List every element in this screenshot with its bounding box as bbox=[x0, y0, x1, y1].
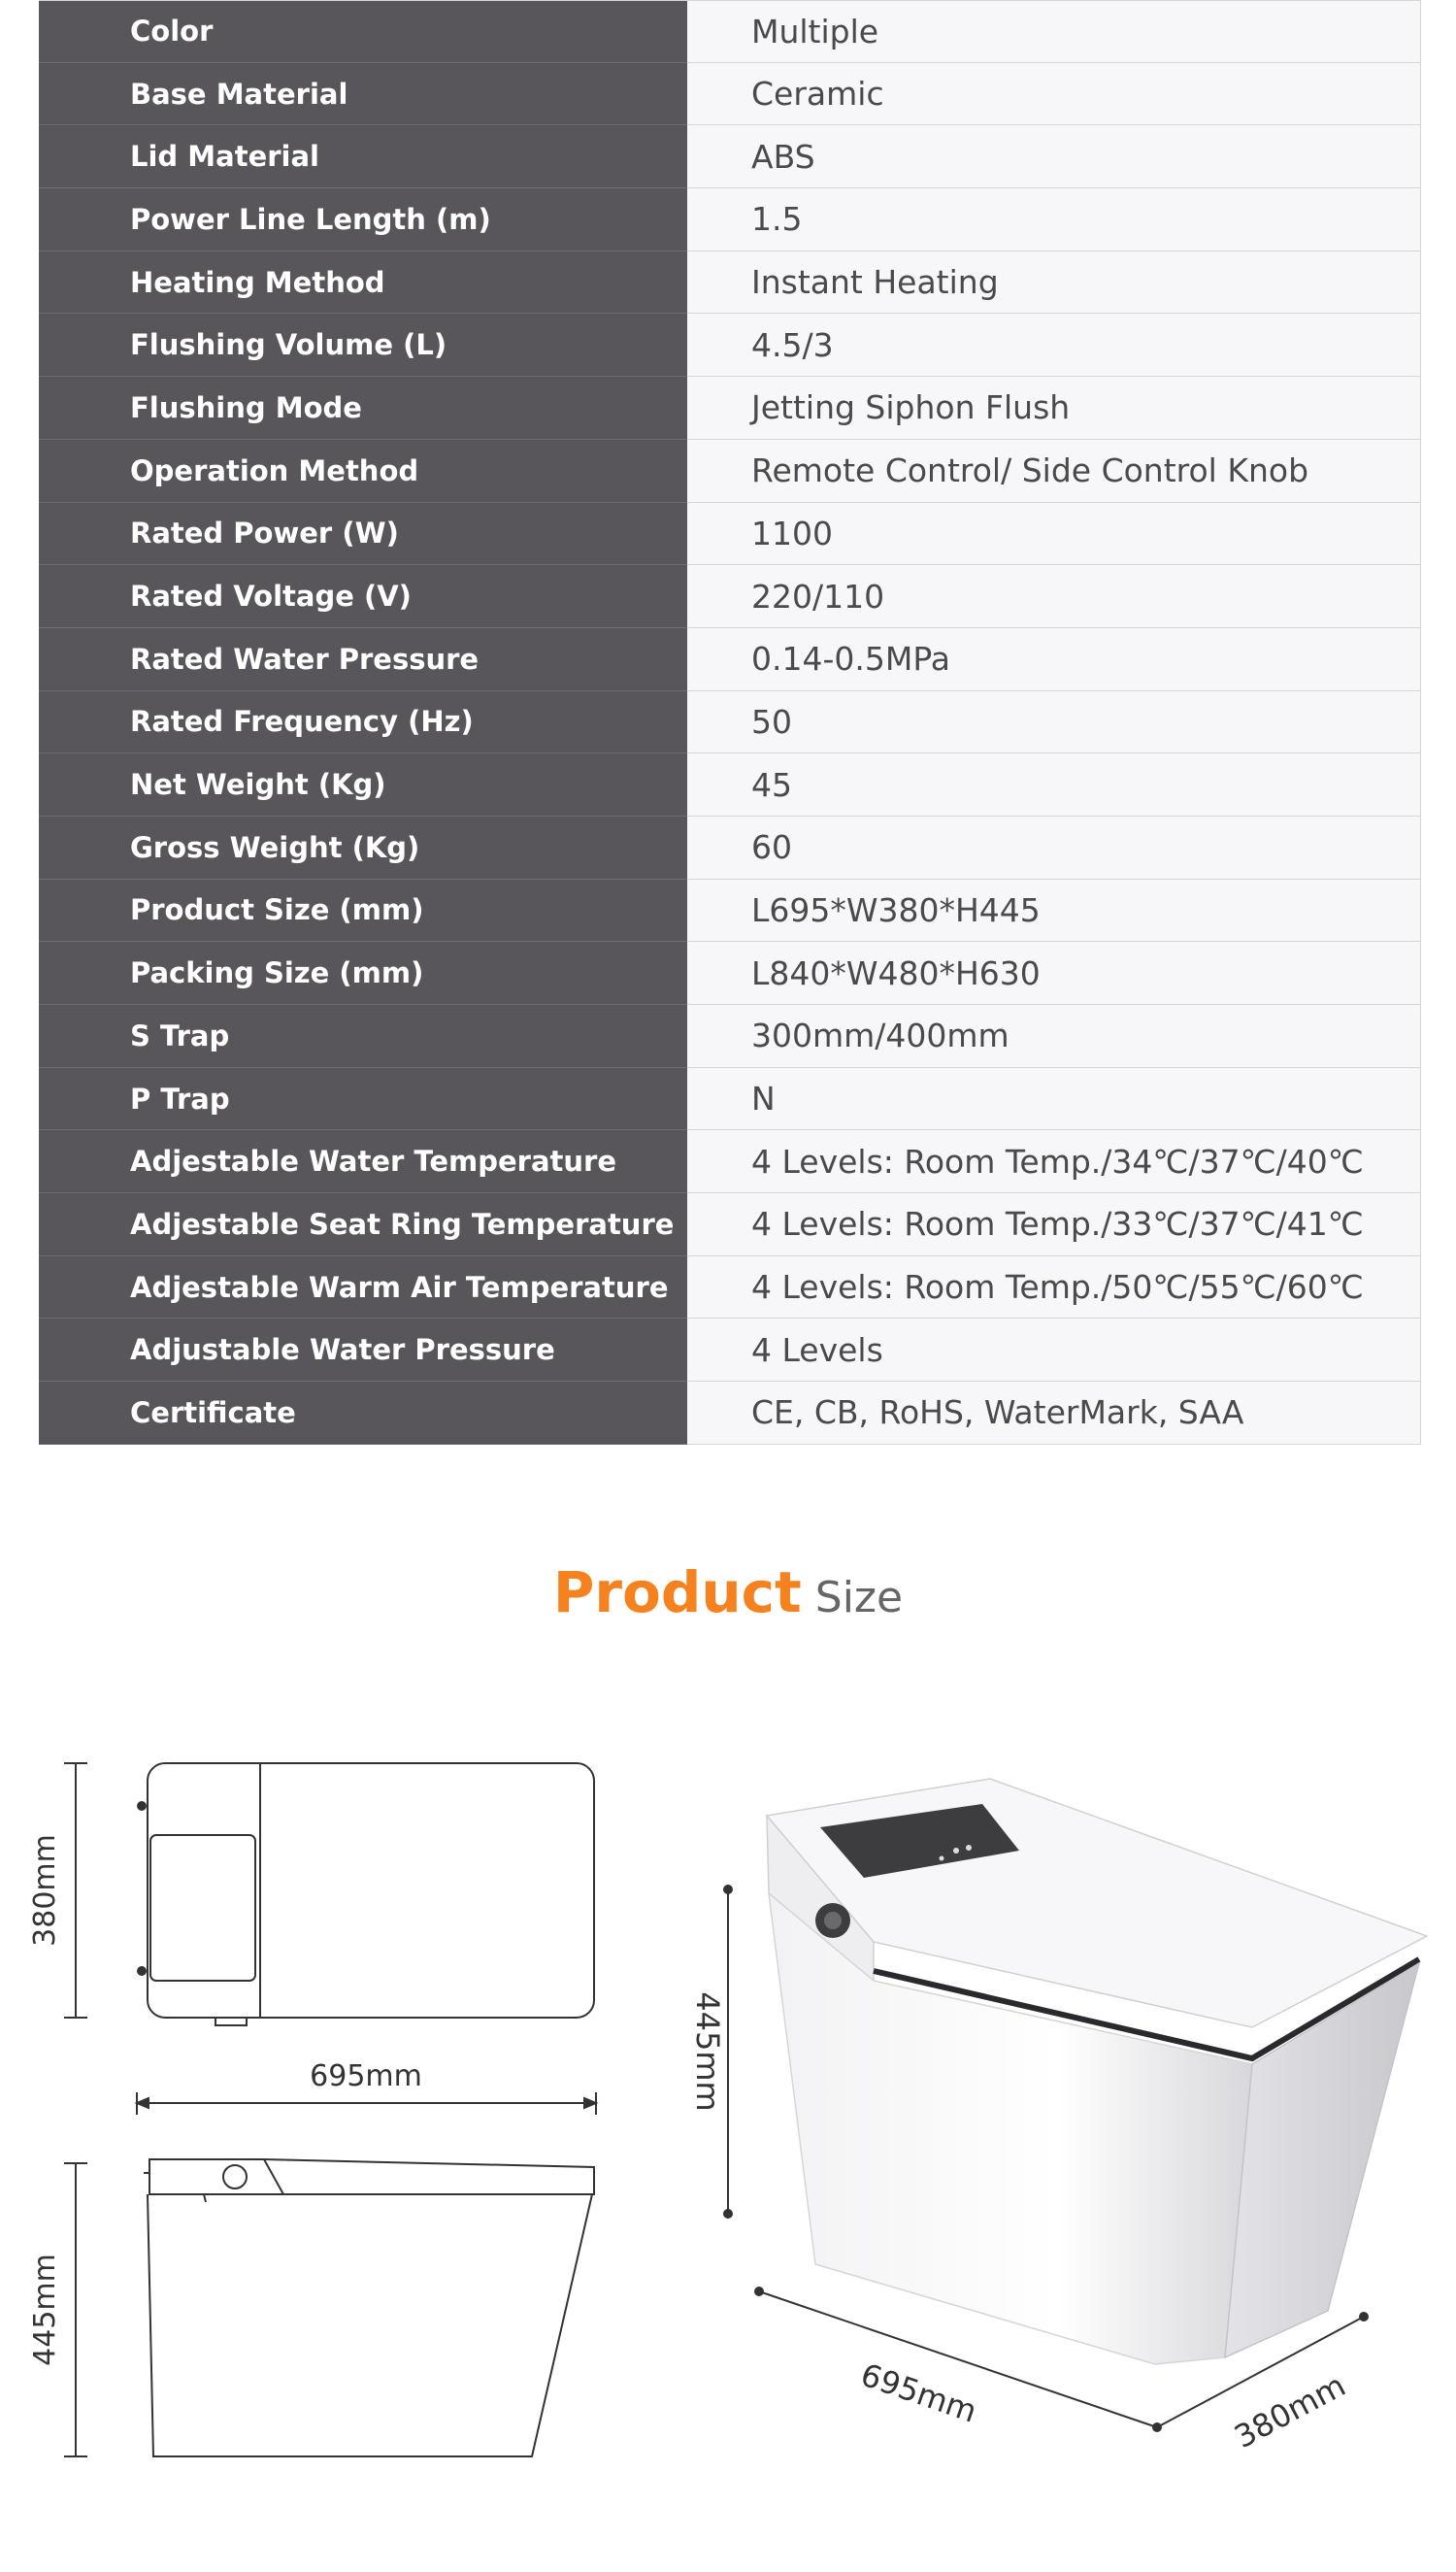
spec-value: ABS bbox=[687, 125, 1421, 188]
spec-label: Base Material bbox=[39, 63, 687, 126]
spec-label: Adjestable Water Temperature bbox=[39, 1130, 687, 1193]
section-title-rest: Size bbox=[801, 1573, 904, 1622]
toilet-perspective-image bbox=[767, 1779, 1427, 2364]
section-title bbox=[0, 1558, 1456, 1632]
spec-label: Rated Voltage (V) bbox=[39, 565, 687, 628]
spec-row bbox=[39, 63, 1421, 126]
spec-label: Gross Weight (Kg) bbox=[39, 817, 687, 880]
top-length-dimension bbox=[137, 2092, 596, 2115]
spec-value: 4 Levels: Room Temp./33℃/37℃/41℃ bbox=[687, 1193, 1421, 1256]
spec-row bbox=[39, 251, 1421, 315]
spec-value: Multiple bbox=[687, 0, 1421, 63]
spec-row bbox=[39, 1068, 1421, 1131]
spec-value: 300mm/400mm bbox=[687, 1005, 1421, 1068]
spec-value: Ceramic bbox=[687, 63, 1421, 126]
spec-value: L840*W480*H630 bbox=[687, 942, 1421, 1005]
spec-row bbox=[39, 942, 1421, 1005]
spec-label: Packing Size (mm) bbox=[39, 942, 687, 1005]
spec-label: Heating Method bbox=[39, 251, 687, 315]
spec-value: CE, CB, RoHS, WaterMark, SAA bbox=[687, 1382, 1421, 1445]
spec-value: 60 bbox=[687, 817, 1421, 880]
spec-value: Jetting Siphon Flush bbox=[687, 377, 1421, 440]
spec-row bbox=[39, 0, 1421, 63]
spec-row bbox=[39, 1319, 1421, 1382]
spec-label: Rated Power (W) bbox=[39, 503, 687, 566]
spec-value: 1100 bbox=[687, 503, 1421, 566]
spec-row bbox=[39, 880, 1421, 943]
spec-label: Color bbox=[39, 0, 687, 63]
spec-value: 220/110 bbox=[687, 565, 1421, 628]
spec-label: Net Weight (Kg) bbox=[39, 753, 687, 817]
spec-row bbox=[39, 440, 1421, 503]
spec-row bbox=[39, 565, 1421, 628]
spec-label: Adjestable Warm Air Temperature bbox=[39, 1256, 687, 1319]
spec-label: S Trap bbox=[39, 1005, 687, 1068]
persp-height-label: 445mm bbox=[689, 1991, 726, 2112]
spec-value: L695*W380*H445 bbox=[687, 880, 1421, 943]
spec-label: Flushing Volume (L) bbox=[39, 314, 687, 377]
spec-row bbox=[39, 691, 1421, 754]
spec-row bbox=[39, 1382, 1421, 1445]
spec-row bbox=[39, 125, 1421, 188]
spec-label: Flushing Mode bbox=[39, 377, 687, 440]
spec-label: Power Line Length (m) bbox=[39, 188, 687, 251]
spec-row bbox=[39, 817, 1421, 880]
product-size-diagram bbox=[0, 1651, 1456, 2572]
spec-label: Certificate bbox=[39, 1382, 687, 1445]
spec-value: 50 bbox=[687, 691, 1421, 754]
spec-value: Instant Heating bbox=[687, 251, 1421, 315]
spec-label: Rated Water Pressure bbox=[39, 628, 687, 691]
spec-row bbox=[39, 1256, 1421, 1319]
side-height-label: 445mm bbox=[28, 2254, 62, 2366]
spec-row bbox=[39, 1193, 1421, 1256]
spec-row bbox=[39, 377, 1421, 440]
side-view-drawing bbox=[144, 2159, 594, 2456]
top-width-dimension bbox=[64, 1763, 87, 2018]
top-length-label: 695mm bbox=[310, 2059, 422, 2093]
spec-value: 4 Levels bbox=[687, 1319, 1421, 1382]
spec-row bbox=[39, 1005, 1421, 1068]
persp-width-label: 380mm bbox=[1228, 2366, 1352, 2456]
spec-label: Product Size (mm) bbox=[39, 880, 687, 943]
top-view-drawing bbox=[138, 1763, 594, 2025]
spec-value: N bbox=[687, 1068, 1421, 1131]
spec-row bbox=[39, 1130, 1421, 1193]
spec-row bbox=[39, 628, 1421, 691]
top-width-label: 380mm bbox=[28, 1834, 62, 1947]
spec-value: Remote Control/ Side Control Knob bbox=[687, 440, 1421, 503]
spec-value: 0.14-0.5MPa bbox=[687, 628, 1421, 691]
spec-label: Adjestable Seat Ring Temperature bbox=[39, 1193, 687, 1256]
spec-value: 4 Levels: Room Temp./34℃/37℃/40℃ bbox=[687, 1130, 1421, 1193]
persp-length-label: 695mm bbox=[856, 2355, 982, 2430]
spec-value: 45 bbox=[687, 753, 1421, 817]
spec-row bbox=[39, 188, 1421, 251]
spec-value: 4.5/3 bbox=[687, 314, 1421, 377]
spec-row bbox=[39, 314, 1421, 377]
side-height-dimension bbox=[64, 2163, 87, 2456]
spec-row bbox=[39, 503, 1421, 566]
spec-label: P Trap bbox=[39, 1068, 687, 1131]
spec-value: 1.5 bbox=[687, 188, 1421, 251]
section-title-accent: Product bbox=[552, 1559, 802, 1625]
spec-table bbox=[39, 0, 1421, 1445]
spec-row bbox=[39, 753, 1421, 817]
spec-label: Rated Frequency (Hz) bbox=[39, 691, 687, 754]
spec-label: Lid Material bbox=[39, 125, 687, 188]
spec-label: Operation Method bbox=[39, 440, 687, 503]
spec-value: 4 Levels: Room Temp./50℃/55℃/60℃ bbox=[687, 1256, 1421, 1319]
spec-label: Adjustable Water Pressure bbox=[39, 1319, 687, 1382]
